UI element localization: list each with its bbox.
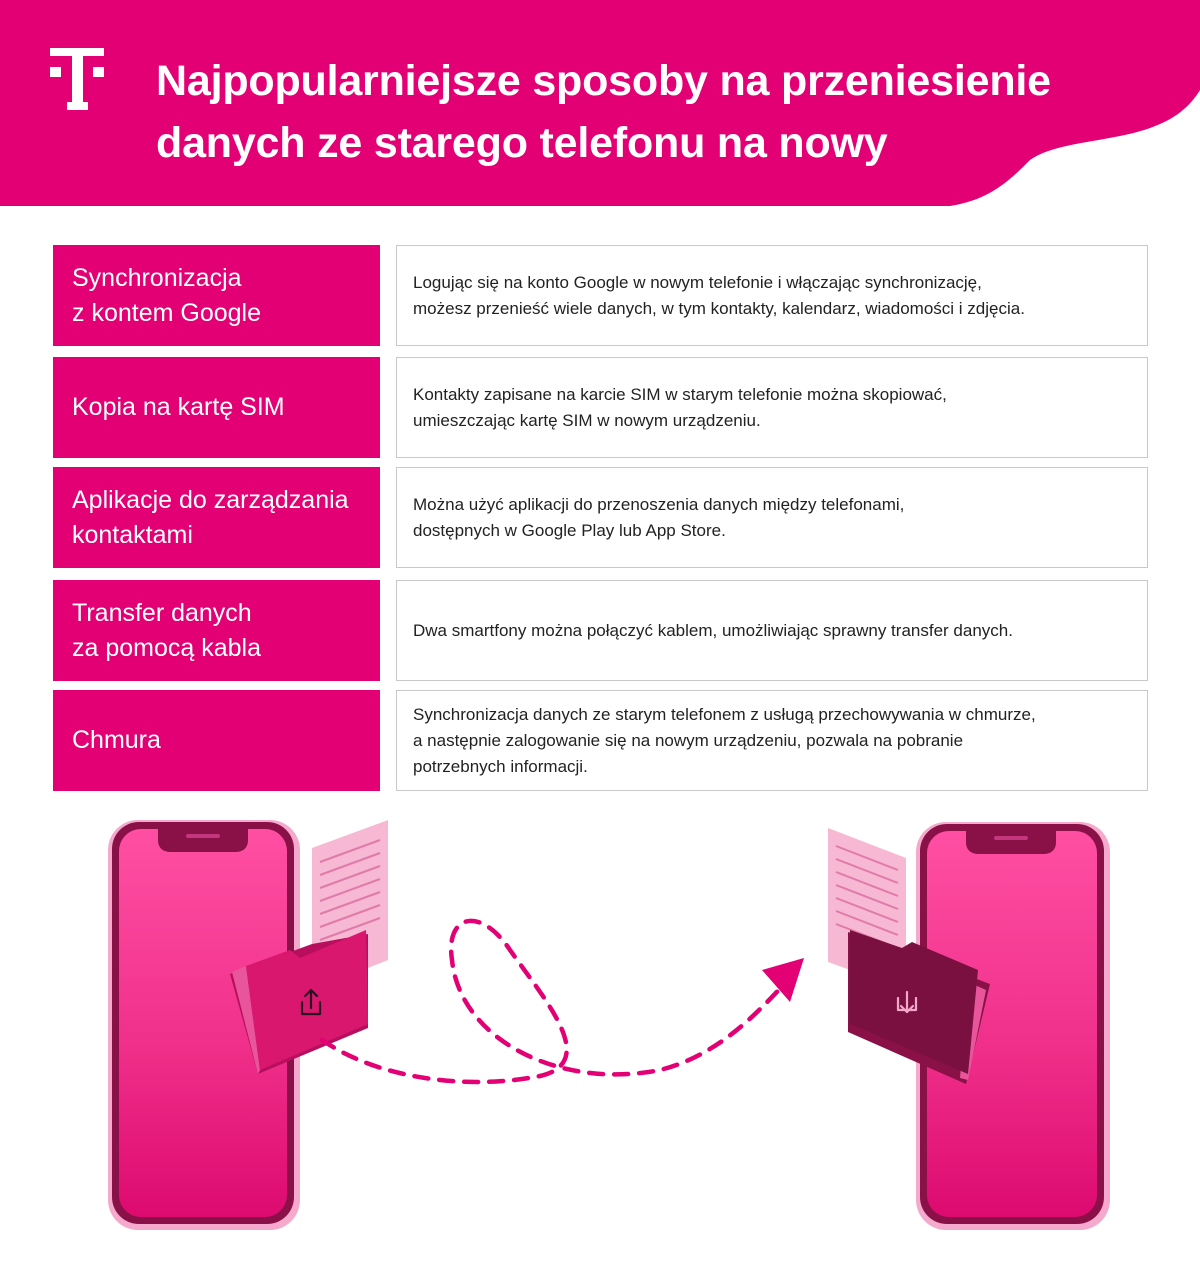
dashed-arrow-icon bbox=[322, 921, 788, 1082]
telekom-logo-icon bbox=[50, 48, 104, 110]
method-description-text: Można użyć aplikacji do przenoszenia danych między telefonami, dostępnych w Google Play lub App Store. bbox=[413, 494, 905, 540]
method-label-text: Synchronizacja z kontem Google bbox=[72, 263, 261, 327]
method-label-text: Chmura bbox=[72, 726, 161, 754]
method-label-text: Transfer danych za pomocą kabla bbox=[72, 598, 262, 662]
title-line-1: Najpopularniejsze sposoby na przeniesienie bbox=[156, 57, 1051, 105]
method-label-contact-apps bbox=[53, 467, 380, 568]
page-title bbox=[156, 50, 1176, 174]
method-label-cloud bbox=[53, 690, 380, 791]
method-description-text: Dwa smartfony można połączyć kablem, umożliwiając sprawny transfer danych. bbox=[413, 620, 1013, 640]
method-label-google-sync bbox=[53, 245, 380, 346]
method-description-text: Synchronizacja danych ze starym telefonem z usługą przechowywania w chmurze, a następnie zalogowanie się na nowym urządzeniu, pozwala na pobranie potrzebnych informacji. bbox=[413, 704, 1036, 776]
method-label-sim-copy bbox=[53, 357, 380, 458]
transfer-illustration bbox=[0, 810, 1200, 1262]
method-label-text: Kopia na kartę SIM bbox=[72, 393, 285, 421]
method-description-contact-apps bbox=[396, 467, 1148, 568]
arrowhead-icon bbox=[762, 958, 804, 1002]
method-description-sim-copy bbox=[396, 357, 1148, 458]
method-description-google-sync bbox=[396, 245, 1148, 346]
method-label-cable-transfer bbox=[53, 580, 380, 681]
method-description-cloud bbox=[396, 690, 1148, 791]
method-label-text: Aplikacje do zarządzania kontaktami bbox=[72, 485, 349, 549]
method-description-text: Kontakty zapisane na karcie SIM w starym telefonie można skopiować, umieszczając kartę SIM w nowym urządzeniu. bbox=[413, 384, 947, 430]
method-description-cable-transfer bbox=[396, 580, 1148, 681]
title-line-2: danych ze starego telefonu na nowy bbox=[156, 119, 888, 167]
method-description-text: Logując się na konto Google w nowym telefonie i włączając synchronizację, możesz przenieść wiele danych, w tym kontakty, kalendarz, wiadomości i zdjęcia. bbox=[413, 272, 1025, 318]
